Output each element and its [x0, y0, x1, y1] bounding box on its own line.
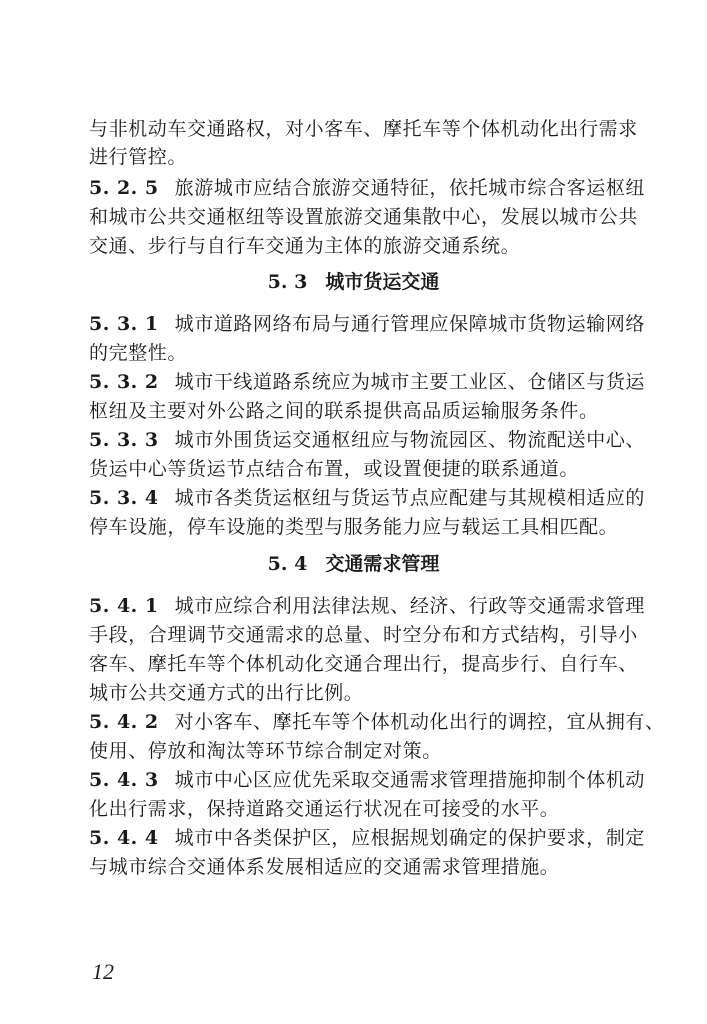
section-number: 5. 4 — [267, 553, 308, 575]
paragraph-line: 手段，合理调节交通需求的总量、时空分布和方式结构，引导小 — [89, 624, 638, 646]
paragraph-line: 进行管控。 — [89, 146, 188, 168]
clause-number: 5. 3. 2 — [89, 371, 159, 393]
clause-text: 城市道路网络布局与通行管理应保障城市货物运输网络 — [174, 313, 646, 335]
clause-text: 城市应综合利用法律法规、经济、行政等交通需求管理 — [174, 595, 646, 617]
clause-5-3-2 — [89, 370, 646, 394]
clause-number: 5. 3. 3 — [89, 429, 159, 451]
section-number: 5. 3 — [267, 271, 308, 293]
clause-number: 5. 3. 1 — [89, 313, 159, 335]
paragraph-line: 交通、步行与自行车交通为主体的旅游交通系统。 — [89, 235, 521, 257]
clause-5-4-4 — [89, 826, 646, 850]
clause-text: 城市中心区应优先采取交通需求管理措施抑制个体机动 — [174, 769, 646, 791]
clause-5-3-4 — [89, 486, 646, 510]
section-title: 交通需求管理 — [325, 553, 440, 575]
section-title: 城市货运交通 — [325, 271, 440, 293]
clause-text: 城市干线道路系统应为城市主要工业区、仓储区与货运 — [174, 371, 646, 393]
section-heading-5-3 — [0, 270, 707, 294]
clause-number: 5. 3. 4 — [89, 487, 159, 509]
clause-text: 对小客车、摩托车等个体机动化出行的调控，宜从拥有、 — [174, 711, 665, 733]
clause-text: 城市外围货运交通枢纽应与物流园区、物流配送中心、 — [174, 429, 646, 451]
section-heading-5-4 — [0, 552, 707, 576]
clause-5-4-2 — [89, 710, 665, 734]
clause-5-4-1 — [89, 594, 646, 618]
paragraph-line: 使用、停放和淘汰等环节综合制定对策。 — [89, 740, 442, 762]
page-number: 12 — [92, 959, 114, 984]
clause-5-2-5 — [89, 176, 646, 200]
clause-text: 旅游城市应结合旅游交通特征，依托城市综合客运枢纽 — [174, 177, 646, 199]
clause-number: 5. 2. 5 — [89, 177, 159, 199]
paragraph-line: 客车、摩托车等个体机动化交通合理出行，提高步行、自行车、 — [89, 653, 638, 675]
clause-number: 5. 4. 1 — [89, 595, 159, 617]
paragraph-line: 枢纽及主要对外公路之间的联系提供高品质运输服务条件。 — [89, 400, 599, 422]
paragraph-line: 与非机动车交通路权，对小客车、摩托车等个体机动化出行需求 — [89, 118, 638, 140]
clause-5-3-3 — [89, 428, 646, 452]
paragraph-line: 和城市公共交通枢纽等设置旅游交通集散中心，发展以城市公共 — [89, 206, 638, 228]
clause-text: 城市各类货运枢纽与货运节点应配建与其规模相适应的 — [174, 487, 646, 509]
paragraph-line: 城市公共交通方式的出行比例。 — [89, 682, 364, 704]
clause-text: 城市中各类保护区，应根据规划确定的保护要求，制定 — [174, 827, 646, 849]
clause-5-4-3 — [89, 768, 646, 792]
clause-number: 5. 4. 3 — [89, 769, 159, 791]
paragraph-line: 的完整性。 — [89, 342, 188, 364]
clause-5-3-1 — [89, 312, 646, 336]
paragraph-line: 货运中心等货运节点结合布置，或设置便捷的联系通道。 — [89, 458, 580, 480]
paragraph-line: 与城市综合交通体系发展相适应的交通需求管理措施。 — [89, 856, 560, 878]
clause-number: 5. 4. 4 — [89, 827, 159, 849]
paragraph-line: 停车设施，停车设施的类型与服务能力应与载运工具相匹配。 — [89, 516, 619, 538]
clause-number: 5. 4. 2 — [89, 711, 159, 733]
paragraph-line: 化出行需求，保持道路交通运行状况在可接受的水平。 — [89, 798, 560, 820]
